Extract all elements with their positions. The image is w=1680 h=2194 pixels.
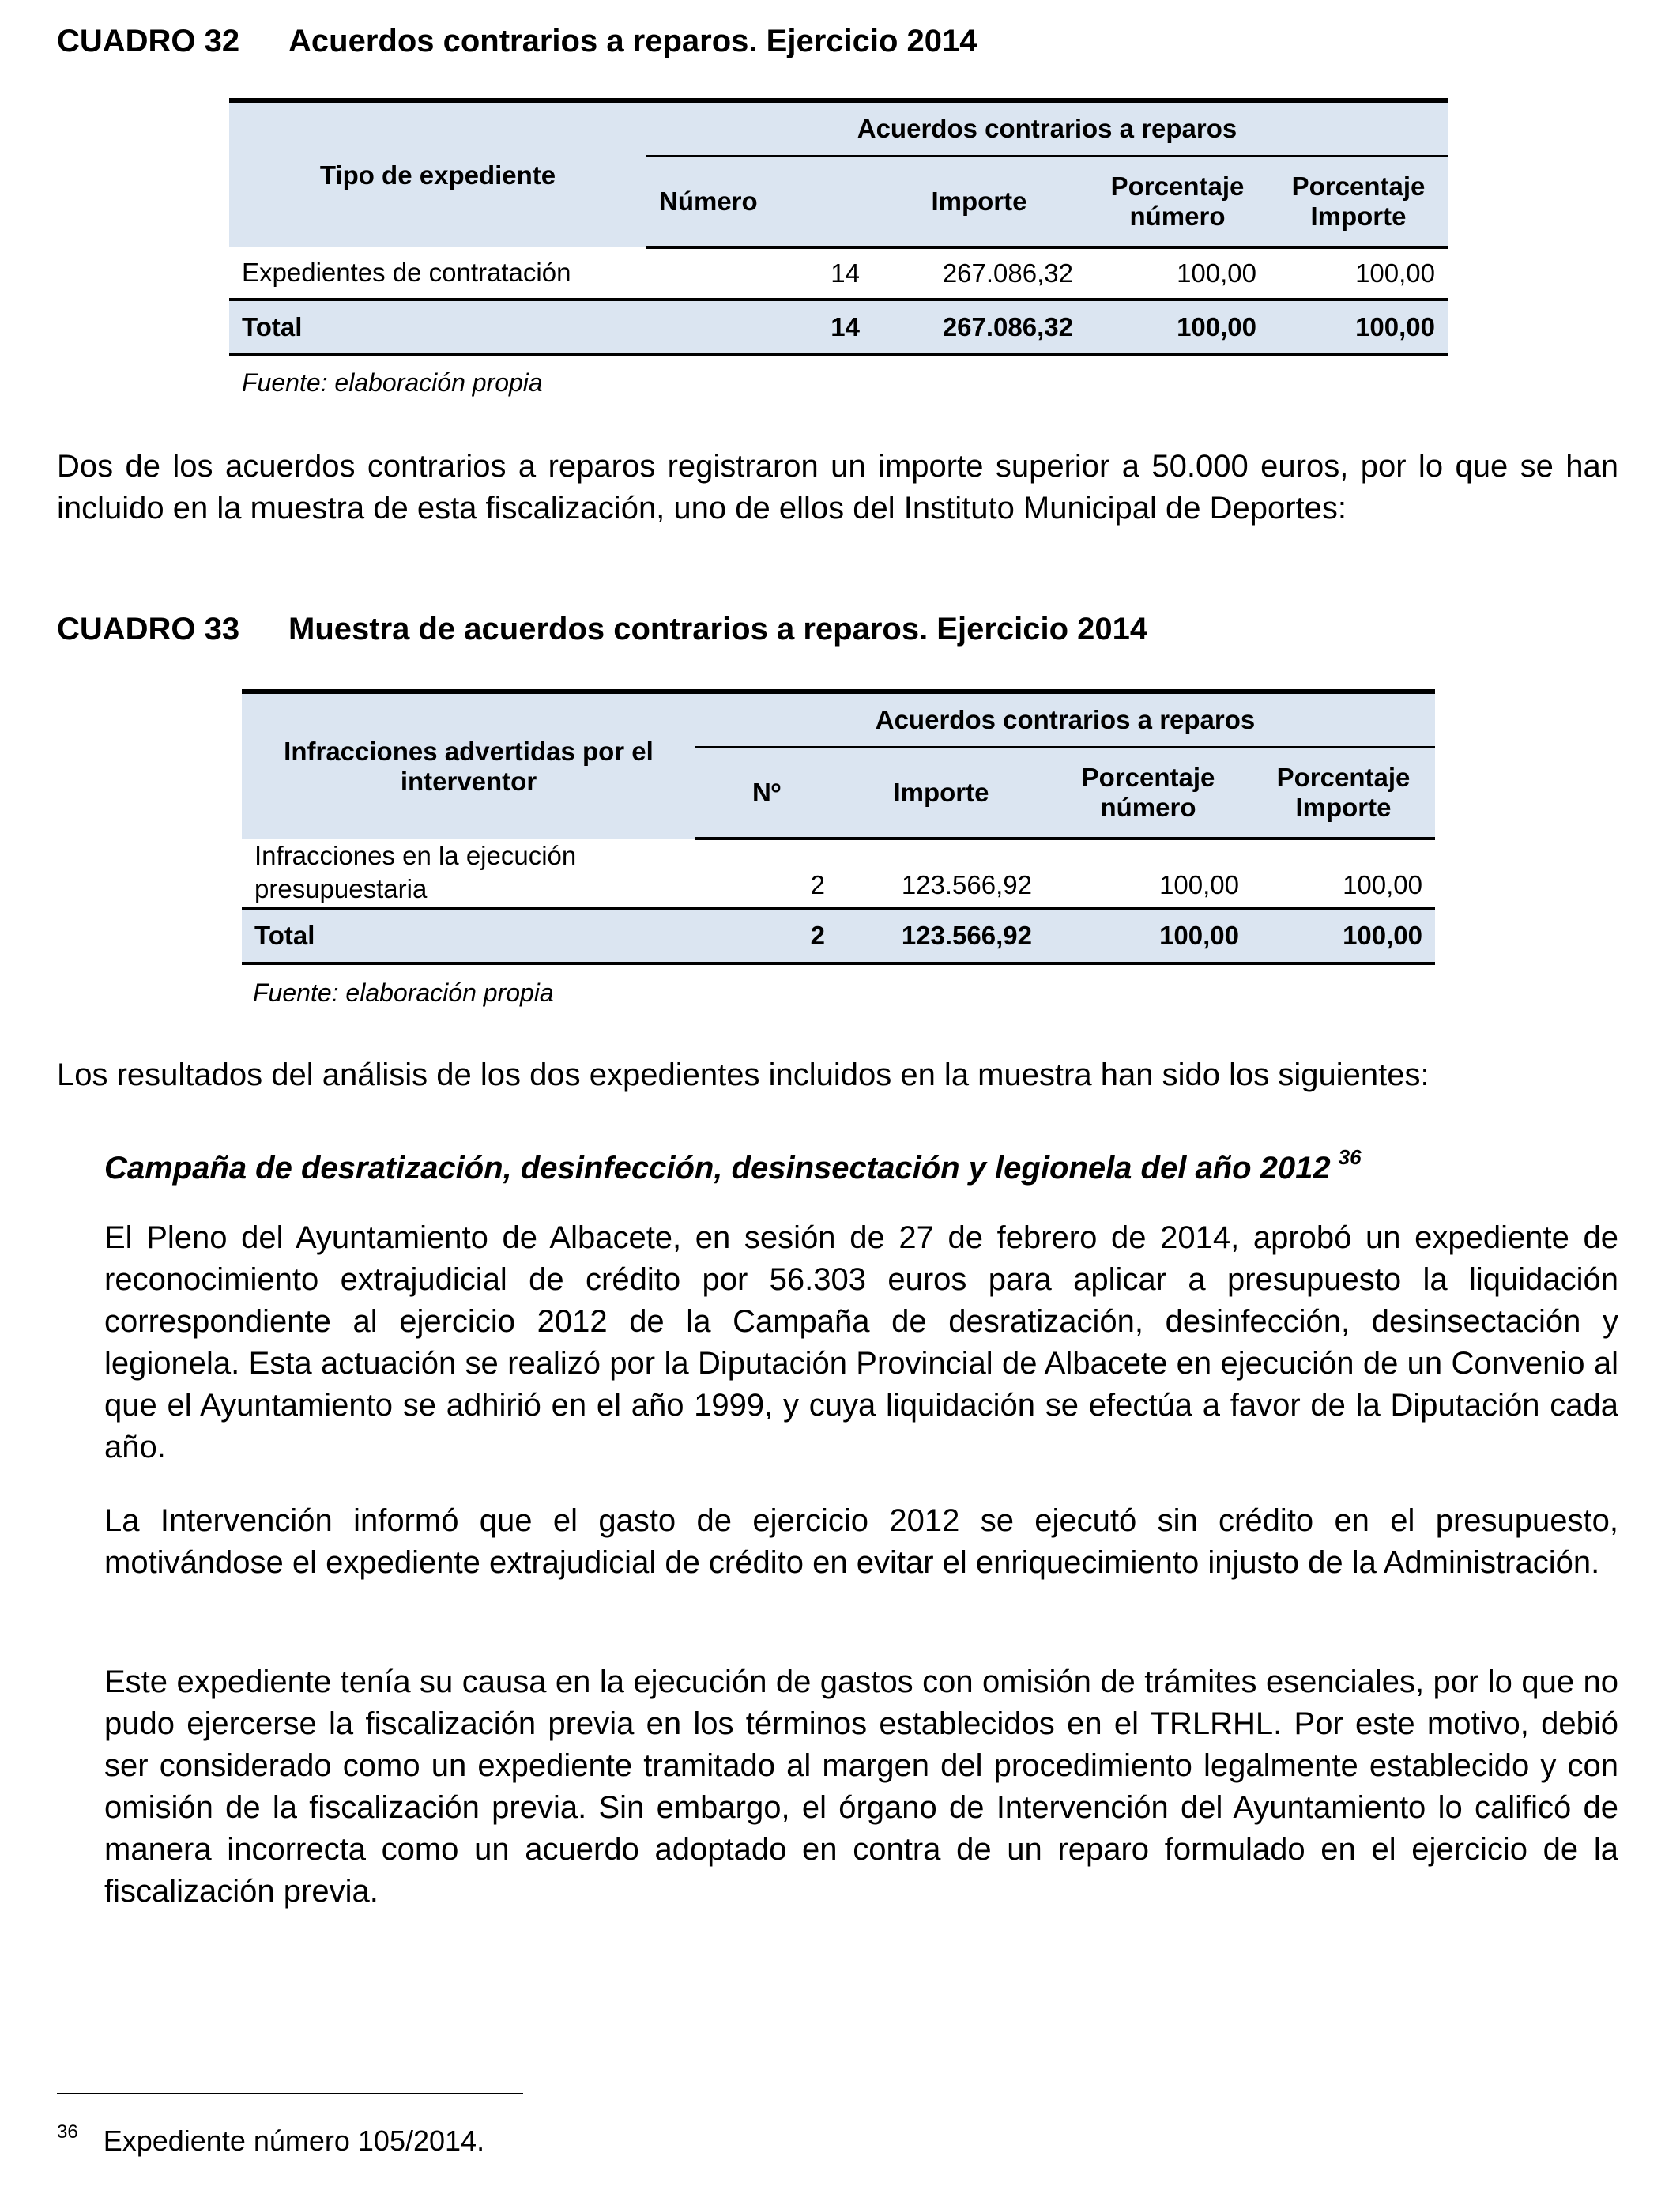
paragraph-1: Dos de los acuerdos contrarios a reparos registraron un importe superior a 50.000 euros, por lo que se han incluido en la muestra de esta fiscalización, uno de ellos del Instituto Municipal de Deportes:	[57, 449, 1618, 526]
total-pct-numero: 100,00	[1045, 908, 1252, 963]
cuadro-33-number: CUADRO 33	[57, 612, 240, 647]
paragraph-3: El Pleno del Ayuntamiento de Albacete, en sesión de 27 de febrero de 2014, aprobó un expediente de reconocimiento extrajudicial de crédito por 56.303 euros para aplicar a presupuesto la liquidación correspondiente al ejercicio 2012 de la Campaña de desratización, desinfección, desinsectación y legionela. Esta actuación se realizó por la Diputación Provincial de Albacete en ejecución de un Convenio al que el Ayuntamiento se adhirió en el año 1999, y cuya liquidación se efectúa a favor de la Diputación cada año.	[104, 1220, 1618, 1465]
col-header-importe: Importe	[838, 747, 1045, 839]
footnote	[57, 2121, 484, 2158]
paragraph-4: La Intervención informó que el gasto de ejercicio 2012 se ejecutó sin crédito en el presupuesto, motivándose el expediente extrajudicial de crédito en evitar el enriquecimiento injusto de la Administración.	[104, 1503, 1618, 1580]
col-header-importe: Importe	[872, 156, 1086, 247]
paragraph-2: Los resultados del análisis de los dos expedientes incluidos en la muestra han sido los siguientes:	[57, 1057, 1430, 1092]
row-importe: 267.086,32	[872, 247, 1086, 300]
group-header: Acuerdos contrarios a reparos	[695, 692, 1435, 747]
total-pct-numero: 100,00	[1086, 300, 1269, 355]
total-pct-importe: 100,00	[1269, 300, 1448, 355]
col-header-pct-importe: Porcentaje Importe	[1252, 747, 1435, 839]
row-label: Expedientes de contratación	[229, 247, 646, 300]
footnote-separator	[57, 2093, 523, 2094]
row-pct-numero: 100,00	[1086, 247, 1269, 300]
cuadro-32-title: Acuerdos contrarios a reparos. Ejercicio 2014	[288, 24, 977, 58]
footnote-ref: 36	[1338, 1145, 1362, 1169]
total-numero: 2	[695, 908, 838, 963]
total-label: Total	[242, 908, 695, 963]
col-header-pct-importe: Porcentaje Importe	[1269, 156, 1448, 247]
row-pct-numero: 100,00	[1045, 839, 1252, 908]
cuadro-33-source: Fuente: elaboración propia	[253, 978, 554, 1007]
footnote-text: Expediente número 105/2014.	[103, 2124, 485, 2157]
paragraph-5: Este expediente tenía su causa en la ejecución de gastos con omisión de trámites esenciales, por lo que no pudo ejercerse la fiscalización previa en los términos establecidos en el TRLRHL. Por este motivo, debió ser considerado como un expediente tramitado al margen del procedimiento legalmente establecido y con omisión de la fiscalización previa. Sin embargo, el órgano de Intervención del Ayuntamiento lo calificó de manera incorrecta como un acuerdo adoptado en contra de un reparo formulado en el ejercicio de la fiscalización previa.	[104, 1664, 1618, 1909]
col-header-pct-numero: Porcentaje número	[1045, 747, 1252, 839]
row-numero: 2	[695, 839, 838, 908]
col-header-numero: Número	[646, 156, 872, 247]
row-importe: 123.566,92	[838, 839, 1045, 908]
total-pct-importe: 100,00	[1252, 908, 1435, 963]
cuadro-32-caption	[57, 22, 977, 60]
col-header-infracciones: Infracciones advertidas por el interventor	[242, 692, 695, 839]
row-label: Infracciones en la ejecución presupuestaria	[242, 839, 695, 908]
cuadro-32-number: CUADRO 32	[57, 24, 240, 58]
total-importe: 267.086,32	[872, 300, 1086, 355]
subheading-text: Campaña de desratización, desinfección, desinsectación y legionela del año 2012	[104, 1151, 1331, 1186]
footnote-number: 36	[57, 2121, 78, 2143]
col-header-n: Nº	[695, 747, 838, 839]
cuadro-33-table	[242, 689, 1435, 965]
group-header: Acuerdos contrarios a reparos	[646, 100, 1448, 156]
cuadro-33-caption	[57, 610, 1147, 648]
col-header-pct-numero: Porcentaje número	[1086, 156, 1269, 247]
col-header-tipo: Tipo de expediente	[229, 100, 646, 247]
total-label: Total	[229, 300, 646, 355]
cuadro-33-title: Muestra de acuerdos contrarios a reparos. Ejercicio 2014	[288, 612, 1148, 647]
cuadro-32-table	[229, 98, 1448, 356]
section-subheading	[104, 1137, 1362, 1189]
cuadro-32-source: Fuente: elaboración propia	[242, 368, 543, 397]
total-numero: 14	[646, 300, 872, 355]
row-numero: 14	[646, 247, 872, 300]
total-importe: 123.566,92	[838, 908, 1045, 963]
row-pct-importe: 100,00	[1252, 839, 1435, 908]
row-pct-importe: 100,00	[1269, 247, 1448, 300]
